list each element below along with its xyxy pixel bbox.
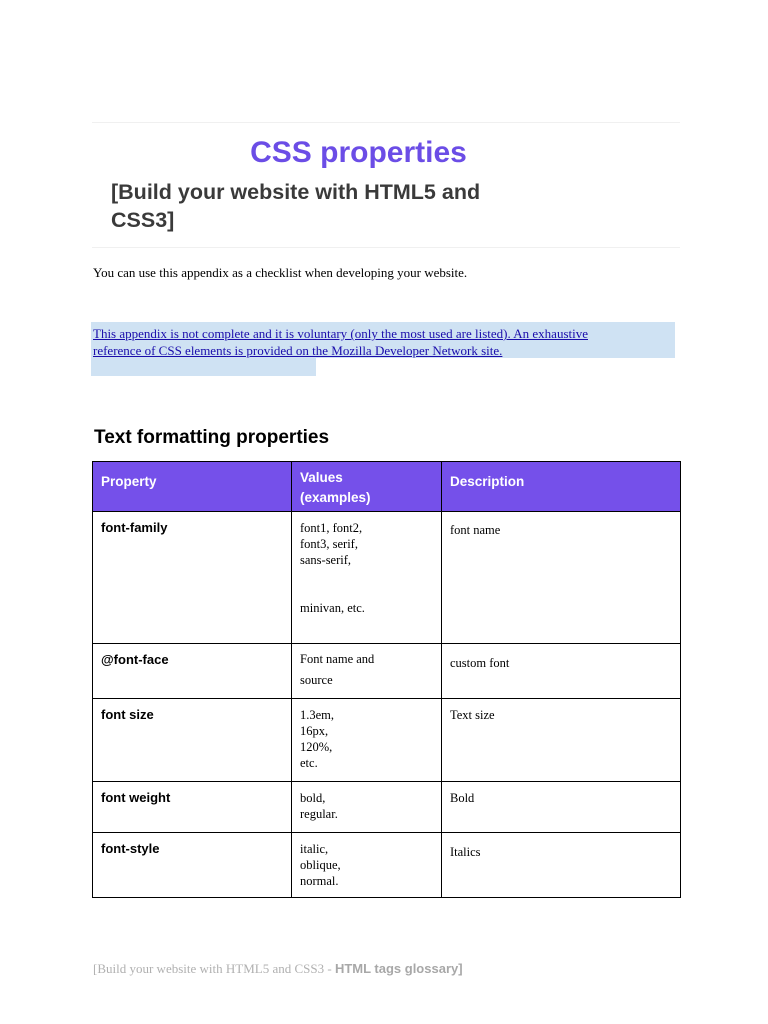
header-values: Values (examples)	[292, 462, 442, 512]
table-row	[93, 512, 681, 644]
table-header-row	[93, 462, 681, 512]
table-row	[93, 699, 681, 782]
header-property: Property	[93, 462, 292, 512]
notice-highlight-tail	[91, 358, 316, 376]
subtitle-line-1: [Build your website with HTML5 and	[111, 180, 481, 204]
properties-table	[92, 461, 681, 898]
values-cell: 1.3em, 16px, 120%, etc.	[292, 699, 442, 782]
property-cell: font weight	[93, 782, 292, 833]
section-heading: Text formatting properties	[94, 427, 330, 448]
values-cell: Font name and source	[292, 644, 442, 699]
footer-bold: HTML tags glossary]	[334, 961, 463, 976]
description-cell: font name	[442, 512, 681, 644]
intro-text: You can use this appendix as a checklist when developing your website.	[93, 265, 468, 280]
page-footer	[93, 961, 463, 977]
property-cell: font-style	[93, 833, 292, 898]
property-cell: font-family	[93, 512, 292, 644]
page-title: CSS properties	[250, 136, 467, 169]
property-cell: @font-face	[93, 644, 292, 699]
header-description: Description	[442, 462, 681, 512]
notice-line-2[interactable]: reference of CSS elements is provided on the Mozilla Developer Network site.	[93, 343, 503, 358]
notice-line-1[interactable]: This appendix is not complete and it is voluntary (only the most used are listed). An exhaustive	[93, 326, 588, 341]
page-subtitle	[111, 178, 561, 234]
subtitle-line-2: CSS3]	[111, 208, 175, 232]
table-row	[93, 644, 681, 699]
description-cell: custom font	[442, 644, 681, 699]
footer-prefix: [Build your website with HTML5 and CSS3 -	[93, 961, 335, 976]
description-cell: Text size	[442, 699, 681, 782]
description-cell: Bold	[442, 782, 681, 833]
table-row	[93, 833, 681, 898]
notice-link[interactable]	[93, 325, 653, 359]
title-block	[92, 122, 680, 248]
table-row	[93, 782, 681, 833]
values-cell: font1, font2, font3, serif, sans-serif, minivan, etc.	[292, 512, 442, 644]
values-cell: italic, oblique, normal.	[292, 833, 442, 898]
property-cell: font size	[93, 699, 292, 782]
values-cell: bold, regular.	[292, 782, 442, 833]
description-cell: Italics	[442, 833, 681, 898]
